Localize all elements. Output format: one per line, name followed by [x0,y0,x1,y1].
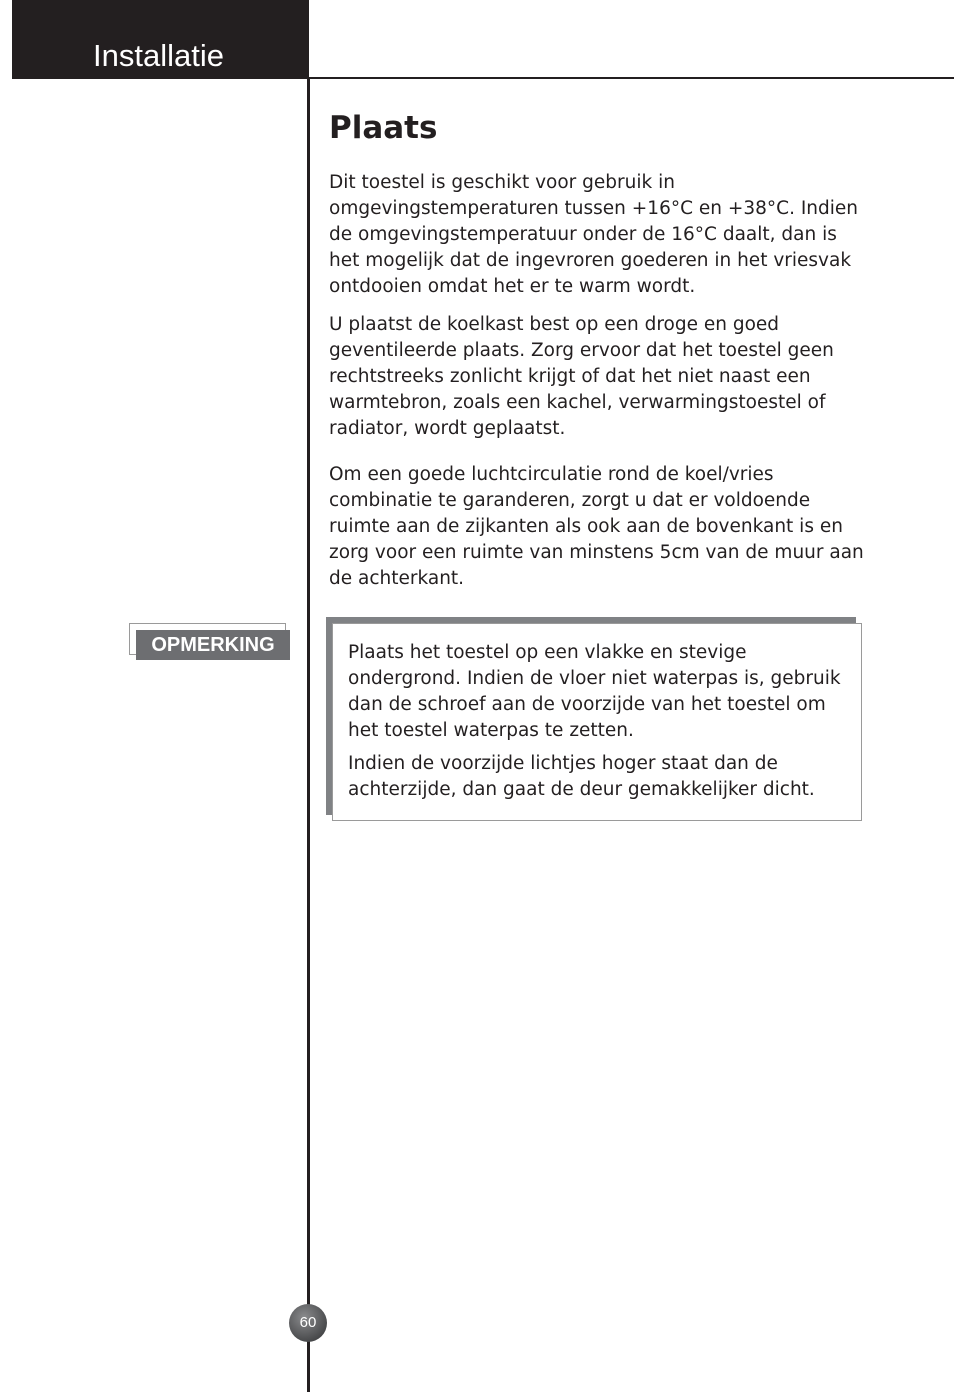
chapter-title: Installatie [93,38,224,73]
paragraph-temperature: Dit toestel is geschikt voor gebruik in omgevingstemperaturen tussen +16°C en +38°C. Indien de omgevingstemperatuur onder de 16°C daalt, dan is het mogelijk dat de ingevroren goederen in het vriesvak ontdooien omdat het er te warm wordt. [329,172,859,297]
column-divider [307,79,310,1392]
paragraph-air-circulation: Om een goede luchtcirculatie rond de koel/vries combinatie te garanderen, zorgt u dat er voldoende ruimte aan de zijkanten als ook aan de bovenkant is en zorg voor een ruimte van minstens 5cm van de muur aan de achterkant. [329,464,864,589]
page-number-badge: 60 [289,1304,327,1342]
paragraph-location: U plaatst de koelkast best op een droge en goed geventileerde plaats. Zorg ervoor dat het toestel geen rechtstreeks zonlicht krijgt of dat het niet naast een warmtebron, zoals een kachel, verwarmingstoestel of radiator, wordt geplaatst. [329,314,834,439]
note-paragraph-level: Plaats het toestel op een vlakke en stevige ondergrond. Indien de vloer niet waterpas is, gebruik dan de schroef aan de voorzijde van het toestel om het toestel waterpas te zetten. [348,642,841,741]
section-title: Plaats [329,110,438,146]
note-paragraph-door: Indien de voorzijde lichtjes hoger staat dan de achterzijde, dan gaat de deur gemakkelijker dicht. [348,753,815,800]
header-divider [309,77,954,79]
note-label: OPMERKING [136,630,290,660]
